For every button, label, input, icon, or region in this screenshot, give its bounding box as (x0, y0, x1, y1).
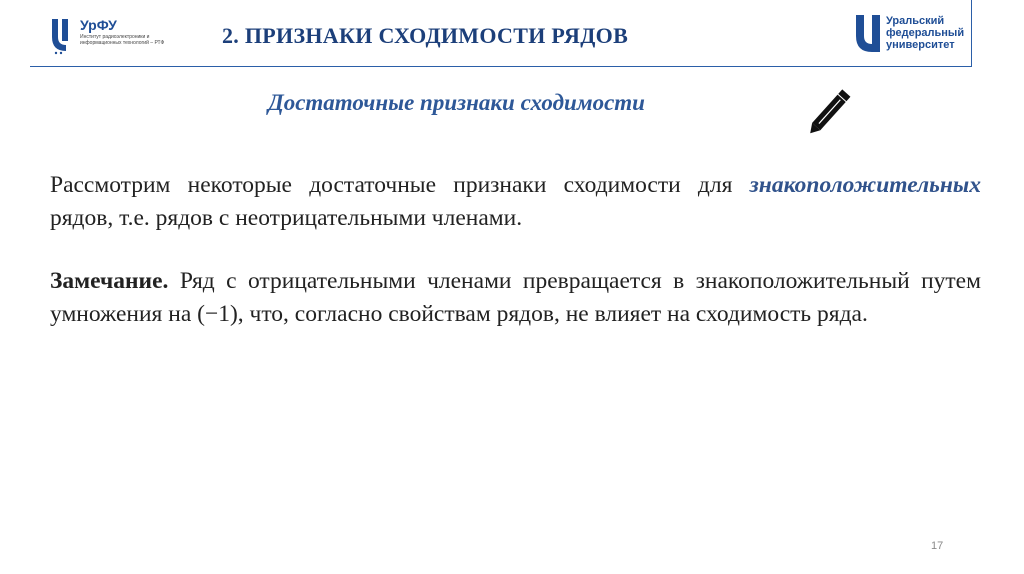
pencil-icon (800, 84, 860, 140)
paragraph-1-text-a: Рассмотрим некоторые достаточные признаки сходимости для (50, 172, 750, 198)
paragraph-1-text-b: рядов, т.е. рядов с неотрицательными членами. (50, 205, 523, 231)
logo-right-name (886, 15, 964, 51)
remark-label: Замечание. (50, 268, 169, 294)
paragraph-1-emphasis: знакоположительных (749, 172, 981, 198)
paragraph-2 (50, 265, 981, 331)
page-number: 17 (931, 540, 944, 552)
logo-right-line1: Уральский (886, 15, 945, 27)
urfu-logo (855, 14, 985, 58)
paragraph-1 (50, 169, 981, 235)
logo-right-line2: федеральный (886, 27, 965, 39)
section-subtitle: Достаточные признаки сходимости (268, 90, 645, 115)
page-title: 2. ПРИЗНАКИ СХОДИМОСТИ РЯДОВ (222, 23, 629, 48)
urfu-emblem-icon (50, 17, 74, 55)
urfu-u-icon (855, 14, 881, 56)
remark-text: Ряд с отрицательными членами превращается в знакоположительный путем умножения на (−1), что, согласно свойствам рядов, не влияет на сходимость ряда. (50, 268, 981, 327)
logo-right-line3: университет (886, 39, 955, 51)
logo-left-name: УрФУ (80, 17, 117, 33)
logo-left-subtitle: Институт радиоэлектроники и информационных технологий – РТФ (80, 34, 165, 46)
urfu-rtf-logo (50, 17, 165, 57)
